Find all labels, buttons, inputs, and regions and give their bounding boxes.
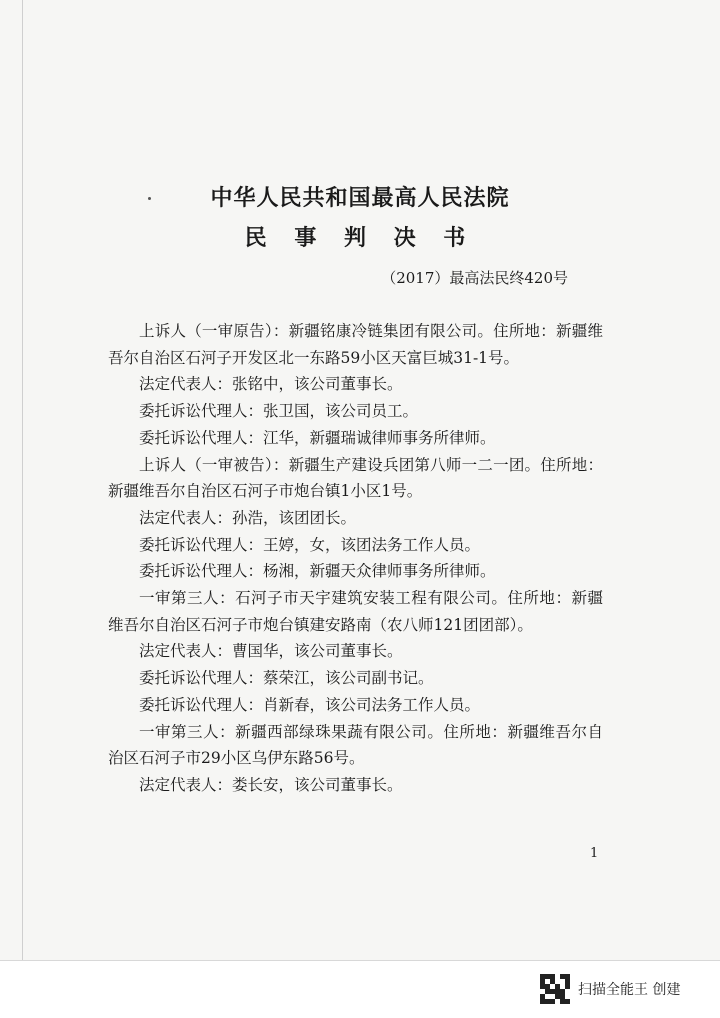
paragraph: 法定代表人：张铭中，该公司董事长。 [139,375,403,394]
page-number: 1 [590,846,599,861]
paragraph: 委托诉讼代理人：张卫国，该公司员工。 [139,402,419,421]
scanner-watermark [540,973,680,1005]
paragraph: 委托诉讼代理人：江华，新疆瑞诚律师事务所律师。 [139,428,496,447]
scan-edge-line [22,0,23,960]
paragraph: 委托诉讼代理人：杨湘，新疆天众律师事务所律师。 [139,562,496,581]
paragraph: 委托诉讼代理人：王婷，女，该团法务工作人员。 [139,535,481,554]
watermark-text: 扫描全能王 创建 [578,982,681,998]
document-type-title: 民 事 判 决 书 [244,225,476,251]
paragraph: 委托诉讼代理人：蔡荣江，该公司副书记。 [139,669,434,688]
paragraph: 委托诉讼代理人：肖新春，该公司法务工作人员。 [139,695,481,714]
paragraph: 法定代表人：娄长安，该公司董事长。 [139,775,403,794]
paragraph: 上诉人（一审被告）：新疆生产建设兵团第八师一二一团。住所地：新疆维吾尔自治区石河子市炮台镇1小区1号。 [108,455,603,501]
paragraph: 法定代表人：孙浩，该团团长。 [139,508,357,527]
document-body [108,318,603,799]
paragraph: 一审第三人：石河子市天宇建筑安装工程有限公司。住所地：新疆维吾尔自治区石河子市炮台镇建安路南（农八师121团团部）。 [108,589,603,634]
paragraph: 一审第三人：新疆西部绿珠果蔬有限公司。住所地：新疆维吾尔自治区石河子市29小区乌伊东路56号。 [108,722,603,768]
case-number: （2017）最高法民终420号 [381,269,568,287]
paragraph: 上诉人（一审原告）：新疆铭康冷链集团有限公司。住所地：新疆维吾尔自治区石河子开发区北一东路59小区天富巨城31-1号。 [108,322,603,367]
qr-code-icon [540,974,570,1004]
court-title: 中华人民共和国最高人民法院 [210,185,510,211]
paragraph: 法定代表人：曹国华，该公司董事长。 [139,642,403,661]
